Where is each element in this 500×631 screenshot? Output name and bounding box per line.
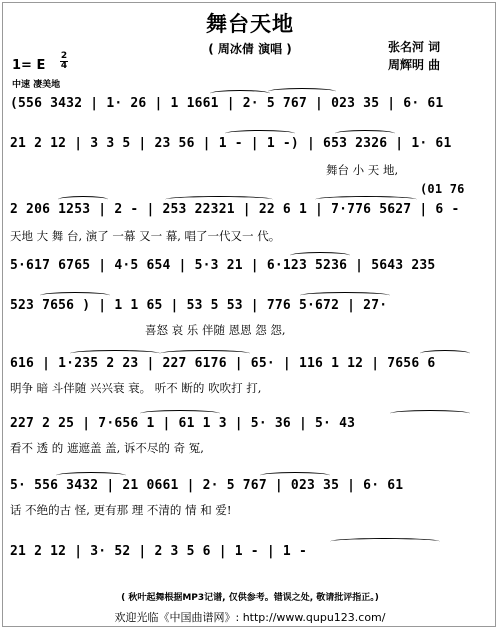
slur	[225, 130, 295, 137]
composer-credit: 周辉明 曲	[388, 58, 441, 72]
slur	[335, 130, 395, 137]
lyrics-row-8: 话 不绝的古 怪, 更有那 理 不清的 情 和 爱!	[10, 503, 232, 517]
slur	[290, 252, 350, 259]
lyricist-credit: 张名河 词	[388, 40, 441, 54]
slur	[160, 350, 250, 357]
score-row-1: (556 3432 | 1· 26 | 1 1661 | 2· 5 767 | 023 35 | 6· 61	[10, 96, 444, 111]
lyrics-row-6: 明争 暗 斗伴随 兴兴衰 衰。 听不 断的 吹吹打 打,	[10, 381, 262, 395]
lyrics-row-5: 喜怒 哀 乐 伴随 恩恩 怨 怨,	[145, 323, 286, 337]
performer-subtitle: ( 周冰倩 演唱 )	[208, 42, 292, 56]
time-signature	[60, 52, 68, 71]
transcription-note: ( 秋叶起舞根据MP3记谱, 仅供参考。错误之处, 敬请批评指正。)	[121, 593, 379, 603]
slur	[165, 196, 273, 203]
score-row-5: 523 7656 ) | 1 1 65 | 53 5 53 | 776 5·672 | 27·	[10, 298, 388, 313]
score-row-3: 2 206 1253 | 2 - | 253 22321 | 22 6 1 | 7·776 5627 | 6 -	[10, 202, 460, 217]
song-title: 舞台天地	[206, 11, 294, 36]
slur	[210, 90, 270, 97]
slur	[390, 410, 470, 417]
slur	[268, 88, 336, 95]
slur	[330, 538, 440, 545]
slur	[300, 292, 390, 299]
lyrics-row-2: 舞台 小 天 地,	[326, 163, 399, 177]
slur	[70, 350, 160, 357]
slur	[58, 196, 108, 203]
slur	[260, 472, 330, 479]
slur	[315, 196, 417, 203]
slur	[40, 292, 110, 299]
score-row-4: 5·617 6765 | 4·5 654 | 5·3 21 | 6·123 5236 | 5643 235	[10, 258, 436, 273]
site-footer: 欢迎光临《中国曲谱网》: http://www.qupu123.com/	[114, 611, 386, 624]
score-row-2: 21 2 12 | 3 3 5 | 23 56 | 1 - | 1 -) | 653 2326 | 1· 61	[10, 136, 452, 151]
lyrics-row-7: 看不 透 的 遮遮盖 盖, 诉不尽的 奇 冤,	[10, 441, 204, 455]
score-aside-3: (01 76	[420, 182, 465, 196]
score-row-8: 5· 556 3432 | 21 0661 | 2· 5 767 | 023 35 | 6· 61	[10, 478, 404, 493]
key-signature: 1= E	[12, 58, 46, 73]
slur	[420, 350, 470, 357]
slur	[56, 472, 126, 479]
time-signature-top: 2	[60, 51, 68, 61]
score-row-7: 227 2 25 | 7·656 1 | 61 1 3 | 5· 36 | 5· 43	[10, 416, 356, 431]
score-row-9: 21 2 12 | 3· 52 | 2 3 5 6 | 1 - | 1 -	[10, 544, 307, 559]
slur	[140, 410, 220, 417]
tempo-marking: 中速 凄美地	[12, 80, 61, 90]
time-signature-bottom: 4	[60, 61, 68, 71]
score-row-6: 616 | 1·235 2 23 | 227 6176 | 65· | 116 1 12 | 7656 6	[10, 356, 436, 371]
lyrics-row-3: 天地 大 舞 台, 演了 一幕 又一 幕, 唱了一代又一 代。	[10, 229, 281, 243]
